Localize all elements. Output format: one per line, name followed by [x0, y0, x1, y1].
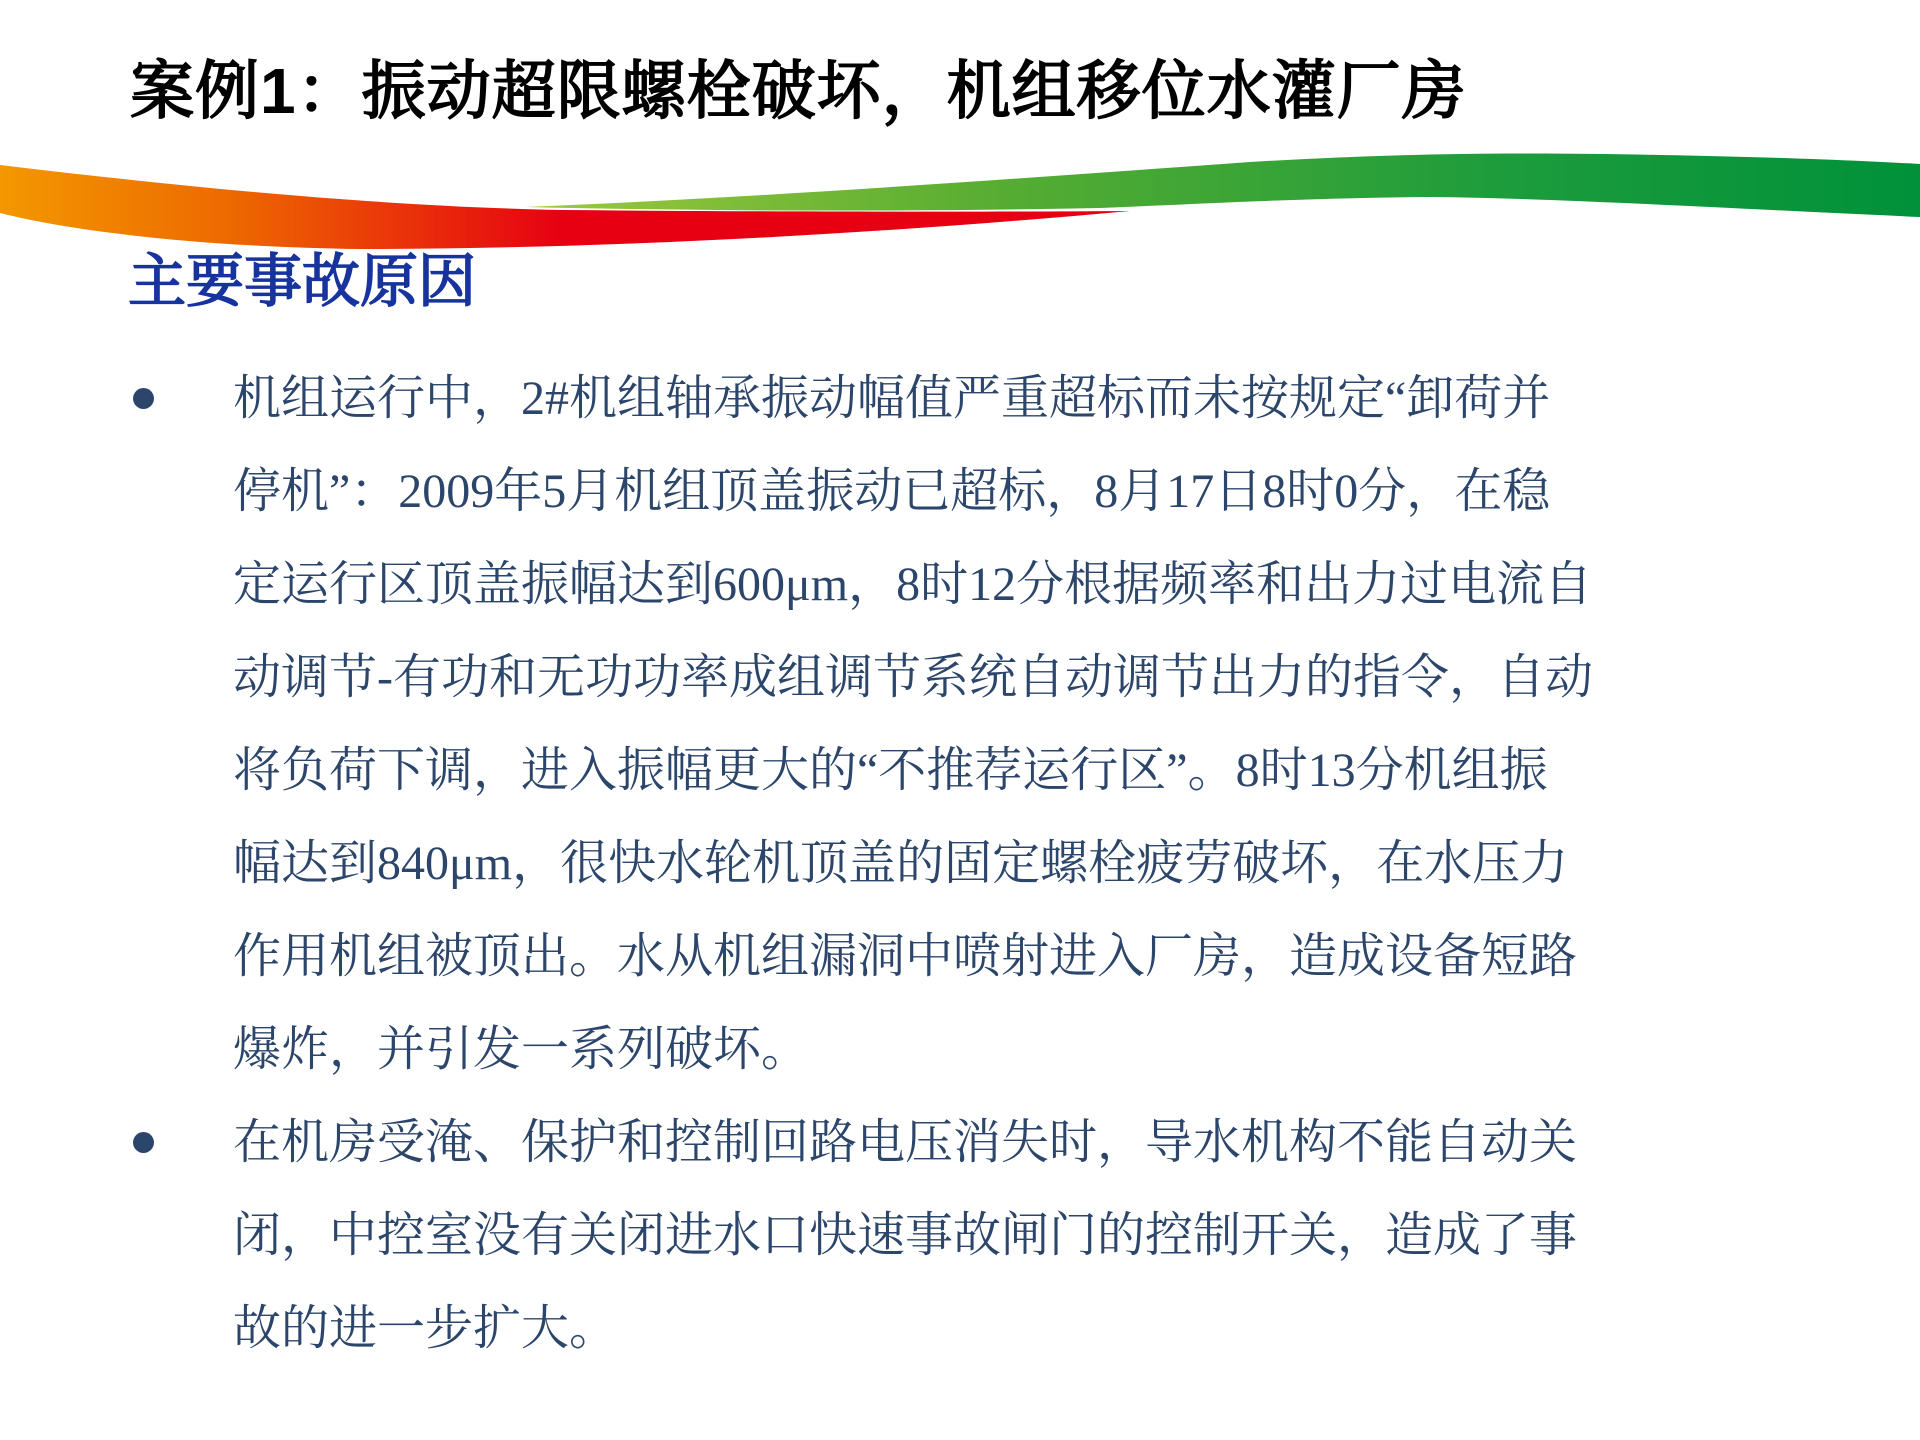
bullet-marker-icon — [133, 388, 154, 409]
bullet-item — [233, 352, 1633, 1096]
bullet-line: 爆炸，并引发一系列破坏。 — [233, 1023, 810, 1076]
section-heading: 主要事故原因 — [128, 249, 477, 314]
bullet-line: 作用机组被顶出。水从机组漏洞中喷射进入厂房，造成设备短路 — [233, 930, 1578, 983]
bullet-list — [233, 352, 1633, 1375]
bullet-line: 故的进一步扩大。 — [233, 1302, 618, 1355]
bullet-line: 幅达到840μm，很快水轮机顶盖的固定螺栓疲劳破坏，在水压力 — [233, 837, 1569, 890]
bullet-line: 动调节-有功和无功功率成组调节系统自动调节出力的指令，自动 — [233, 651, 1593, 704]
bullet-line: 定运行区顶盖振幅达到600μm，8时12分根据频率和出力过电流自 — [233, 558, 1593, 611]
ribbon-green-wave — [525, 153, 1920, 217]
bullet-line: 在机房受淹、保护和控制回路电压消失时，导水机构不能自动关 — [233, 1116, 1578, 1169]
bullet-marker-icon — [133, 1132, 154, 1153]
bullet-line: 将负荷下调，进入振幅更大的“不推荐运行区”。8时13分机组振 — [233, 744, 1548, 797]
ribbon-swoosh-graphic — [0, 0, 1920, 280]
slide-title: 案例1：振动超限螺栓破坏，机组移位水灌厂房 — [130, 55, 1467, 127]
bullet-line: 机组运行中，2#机组轴承振动幅值严重超标而未按规定“卸荷并 — [233, 372, 1551, 425]
bullet-item — [233, 1096, 1633, 1375]
bullet-line: 闭，中控室没有关闭进水口快速事故闸门的控制开关，造成了事 — [233, 1209, 1578, 1262]
bullet-line: 停机”：2009年5月机组顶盖振动已超标，8月17日8时0分，在稳 — [233, 465, 1551, 518]
